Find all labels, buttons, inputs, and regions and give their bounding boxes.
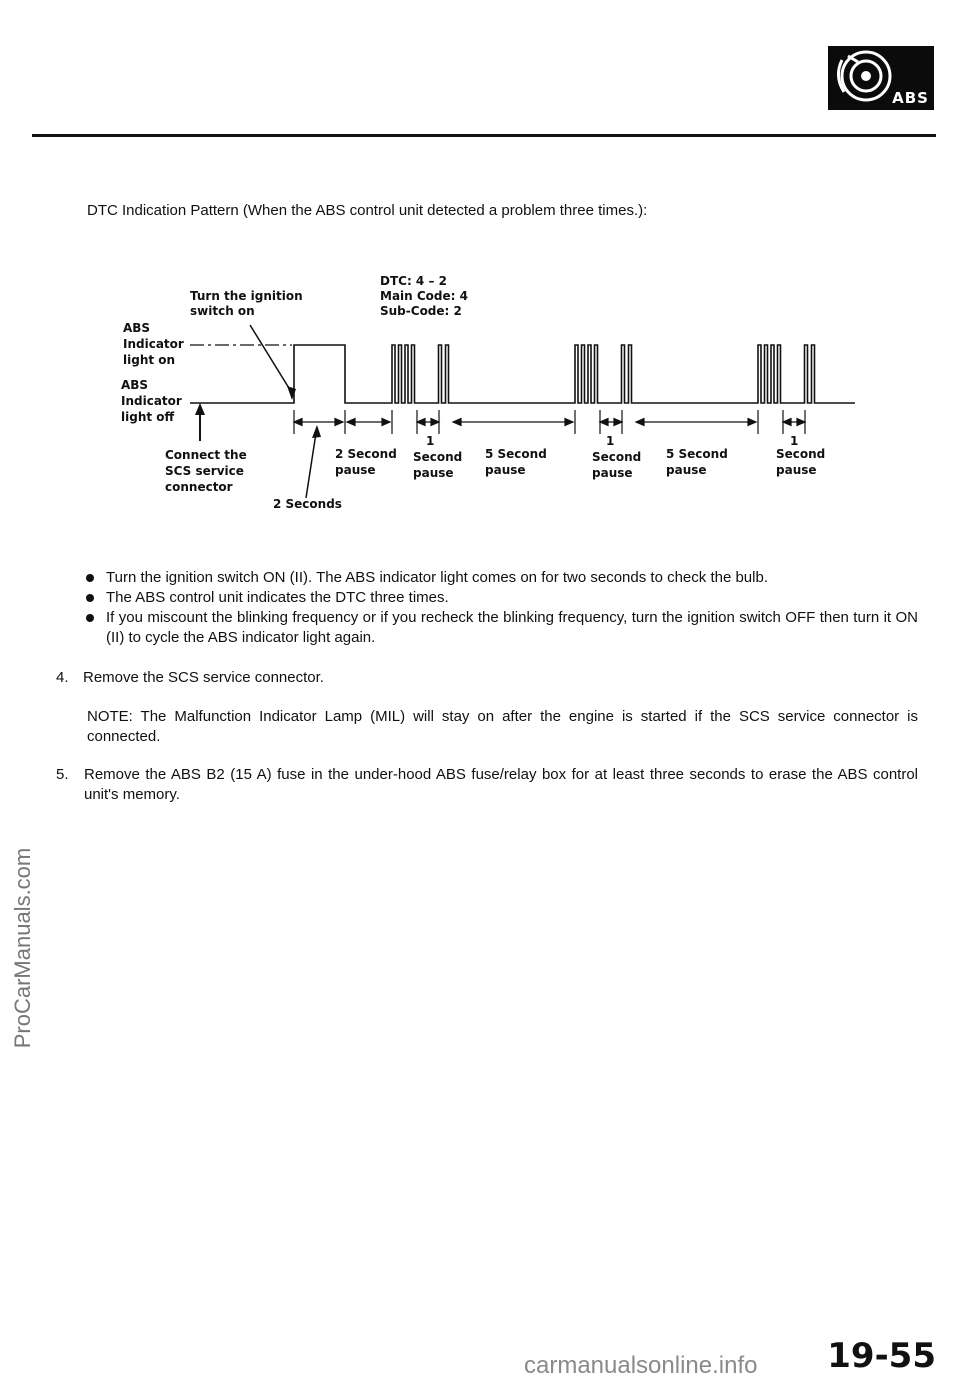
abs-section-badge xyxy=(828,46,934,110)
pause5a-label-line1: 5 Second xyxy=(485,447,547,461)
scs-label-line1: Connect the xyxy=(165,448,247,462)
bullet-item: If you miscount the blinking frequency or if you recheck the blinking frequency, turn the ignition switch OFF then turn it ON (II) to cycle the ABS indicator light again. xyxy=(86,608,918,648)
dimension-arrowhead xyxy=(600,419,608,426)
ignition-label-line2: switch on xyxy=(190,304,255,318)
side-watermark-text: ProCarManuals.com xyxy=(10,847,35,1049)
pause1a-label-one: 1 xyxy=(426,434,435,448)
bullet-item: Turn the ignition switch ON (II). The ABS indicator light comes on for two seconds to check the bulb. xyxy=(86,568,918,588)
scs-label-line3: connector xyxy=(165,480,233,494)
light-off-label-line1: ABS xyxy=(121,378,149,392)
abs-badge-text: ABS xyxy=(892,89,929,107)
light-on-label-line1: ABS xyxy=(123,321,151,335)
pause5a-label-line2: pause xyxy=(485,463,526,477)
dtc-timing-diagram xyxy=(110,265,870,520)
dtc-label: DTC: 4 – 2 xyxy=(380,274,447,288)
dimension-arrowhead xyxy=(347,419,355,426)
pause1b-label-line1: Second xyxy=(592,450,642,464)
dimension-arrowhead xyxy=(797,419,805,426)
light-on-label-line2: Indicator xyxy=(123,337,184,351)
pause1b-label-line2: pause xyxy=(592,466,633,480)
ignition-pointer-line xyxy=(250,325,292,393)
main-code-label: Main Code: 4 xyxy=(380,289,468,303)
bullet-dot xyxy=(86,574,94,582)
dimension-arrowhead xyxy=(748,419,756,426)
dimension-arrowhead xyxy=(636,419,644,426)
bullet-item: The ABS control unit indicates the DTC three times. xyxy=(86,588,918,608)
pause1c-label-line2: pause xyxy=(776,463,817,477)
scs-label-line2: SCS service xyxy=(165,464,244,478)
dimension-arrowhead xyxy=(453,419,461,426)
pause5b-label-line1: 5 Second xyxy=(666,447,728,461)
pause1c-label-line1: Second xyxy=(776,447,826,461)
step-5-text: Remove the ABS B2 (15 A) fuse in the under-hood ABS fuse/relay box for at least three seconds to erase the ABS control unit's memory. xyxy=(84,766,918,803)
note xyxy=(87,707,918,747)
page-number: 19-55 xyxy=(827,1336,936,1376)
side-watermark xyxy=(4,818,44,1078)
footer-watermark: carmanualsonline.info xyxy=(524,1352,758,1379)
diagram-caption: DTC Indication Pattern (When the ABS control unit detected a problem three times.): xyxy=(87,202,648,219)
indicator-waveform xyxy=(190,345,855,403)
pause2-label-line2: pause xyxy=(335,463,376,477)
interval-dimension-arrows xyxy=(294,410,805,434)
dimension-arrowhead xyxy=(431,419,439,426)
header-rule xyxy=(32,134,936,137)
pause1c-label-one: 1 xyxy=(790,434,799,448)
pause5b-label-line2: pause xyxy=(666,463,707,477)
step-5 xyxy=(56,765,918,805)
step-5-number: 5. xyxy=(56,766,69,783)
two-seconds-arrowhead xyxy=(312,425,321,438)
pause1a-label-line1: Second xyxy=(413,450,463,464)
bullet-dot xyxy=(86,614,94,622)
step-4-text: Remove the SCS service connector. xyxy=(83,669,324,686)
light-off-label-line3: light off xyxy=(121,410,175,424)
dimension-arrowhead xyxy=(335,419,343,426)
bullet-dot xyxy=(86,594,94,602)
light-off-label-line2: Indicator xyxy=(121,394,182,408)
scs-arrowhead xyxy=(195,403,205,415)
note-text: NOTE: The Malfunction Indicator Lamp (MIL) will stay on after the engine is started if the SCS service connector is connected. xyxy=(87,708,918,745)
pause1a-label-line2: pause xyxy=(413,466,454,480)
dimension-arrowhead xyxy=(382,419,390,426)
dimension-arrowhead xyxy=(417,419,425,426)
dimension-arrowhead xyxy=(783,419,791,426)
light-on-label-line3: light on xyxy=(123,353,176,367)
sub-code-label: Sub-Code: 2 xyxy=(380,304,462,318)
bullet-list xyxy=(86,568,918,648)
dimension-arrowhead xyxy=(565,419,573,426)
pause1b-label-one: 1 xyxy=(606,434,615,448)
two-seconds-label: 2 Seconds xyxy=(273,497,342,511)
ignition-label-line1: Turn the ignition xyxy=(190,289,303,303)
dimension-arrowhead xyxy=(294,419,302,426)
step-4-number: 4. xyxy=(56,669,69,686)
two-seconds-pointer xyxy=(306,433,316,498)
dimension-arrowhead xyxy=(614,419,622,426)
pause2-label-line1: 2 Second xyxy=(335,447,397,461)
step-4 xyxy=(56,668,918,688)
